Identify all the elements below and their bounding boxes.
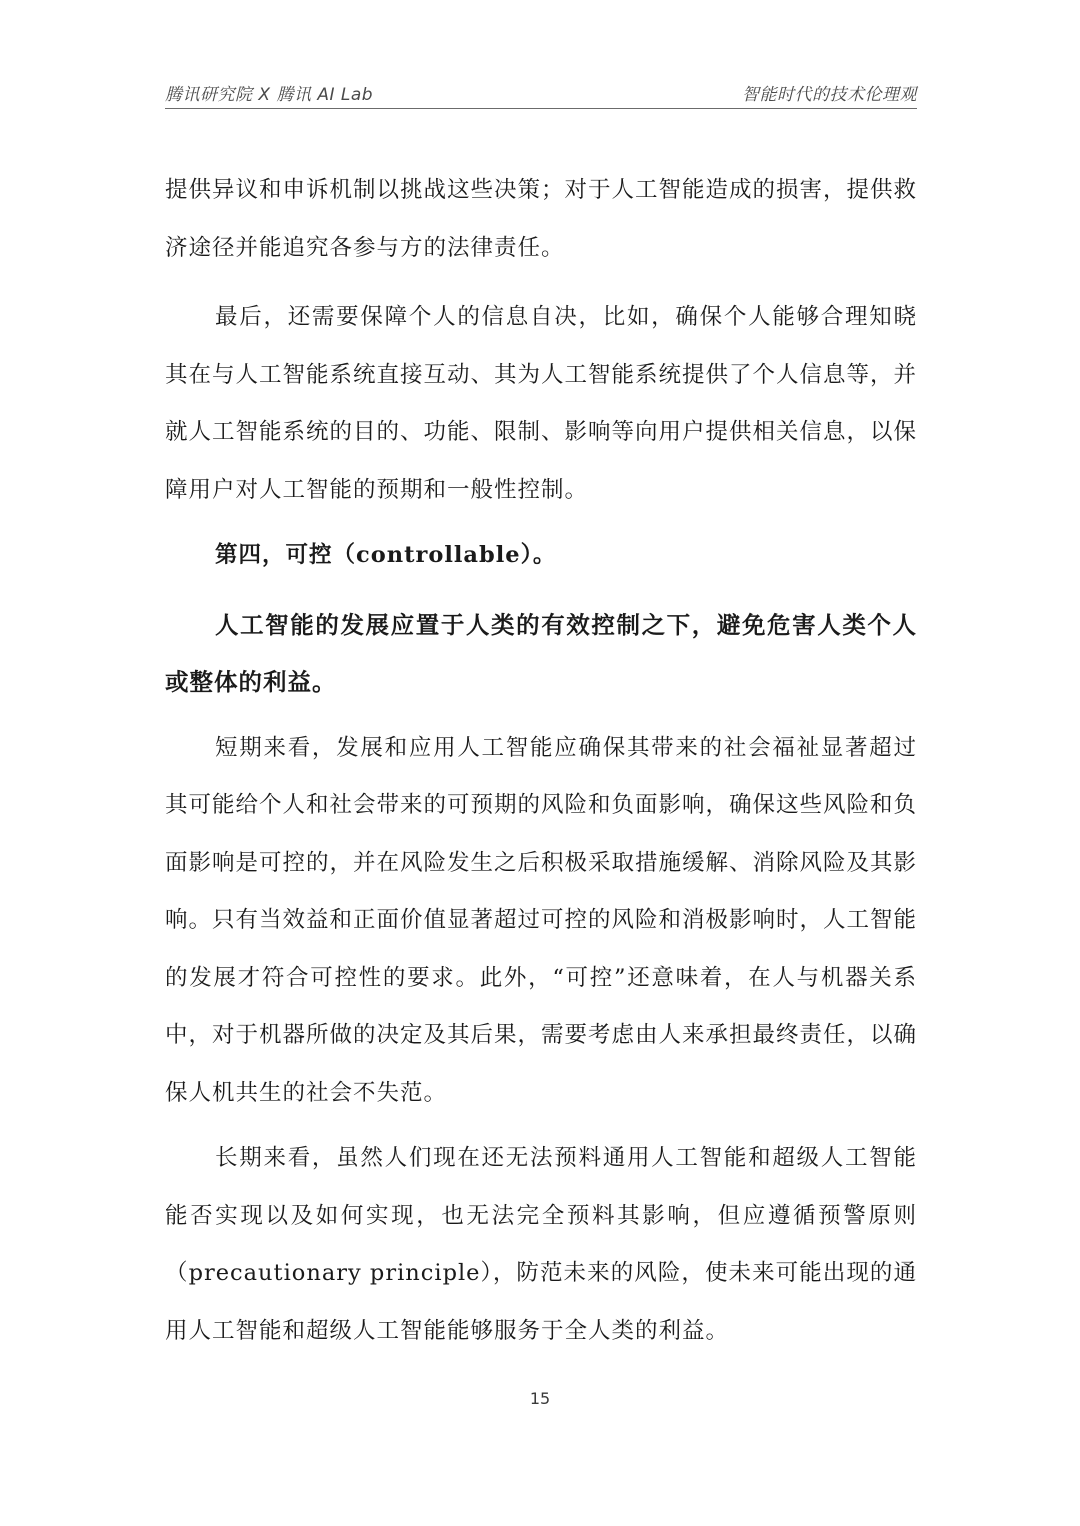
paragraph-information-self-determination: 最后，还需要保障个人的信息自决，比如，确保个人能够合理知晓其在与人工智能系统直接互动、其为人工智能系统提供了个人信息等，并就人工智能系统的目的、功能、限制、影响等向用户提供相关信息，以保障用户对人工智能的预期和一般性控制。	[165, 304, 918, 503]
body-text	[165, 162, 917, 1368]
paragraph-long-term: 长期来看，虽然人们现在还无法预料通用人工智能和超级人工智能能否实现以及如何实现，也无法完全预料其影响，但应遵循预警原则（precautionary principle），防范未来的风险，使未来可能出现的通用人工智能和超级人工智能能够服务于全人类的利益。	[165, 1145, 917, 1344]
page-number: 15	[529, 1389, 551, 1408]
paragraph-continuation: 提供异议和申诉机制以挑战这些决策；对于人工智能造成的损害，提供救济途径并能追究各参与方的法律责任。	[165, 177, 918, 261]
header-org: 腾讯研究院 X 腾讯 AI Lab	[165, 85, 374, 105]
paragraph-short-term: 短期来看，发展和应用人工智能应确保其带来的社会福祉显著超过其可能给个人和社会带来的可预期的风险和负面影响，确保这些风险和负面影响是可控的，并在风险发生之后积极采取措施缓解、消除风险及其影响。只有当效益和正面价值显著超过可控的风险和消极影响时，人工智能的发展才符合可控性的要求。此外，“可控”还意味着，在人与机器关系中，对于机器所做的决定及其后果，需要考虑由人来承担最终责任，以确保人机共生的社会不失范。	[165, 734, 918, 1106]
page-header	[165, 78, 917, 109]
header-title: 智能时代的技术伦理观	[742, 85, 917, 105]
section-heading-controllable: 第四，可控（controllable）。	[215, 542, 557, 568]
principle-statement: 人工智能的发展应置于人类的有效控制之下，避免危害人类个人或整体的利益。	[165, 610, 917, 696]
